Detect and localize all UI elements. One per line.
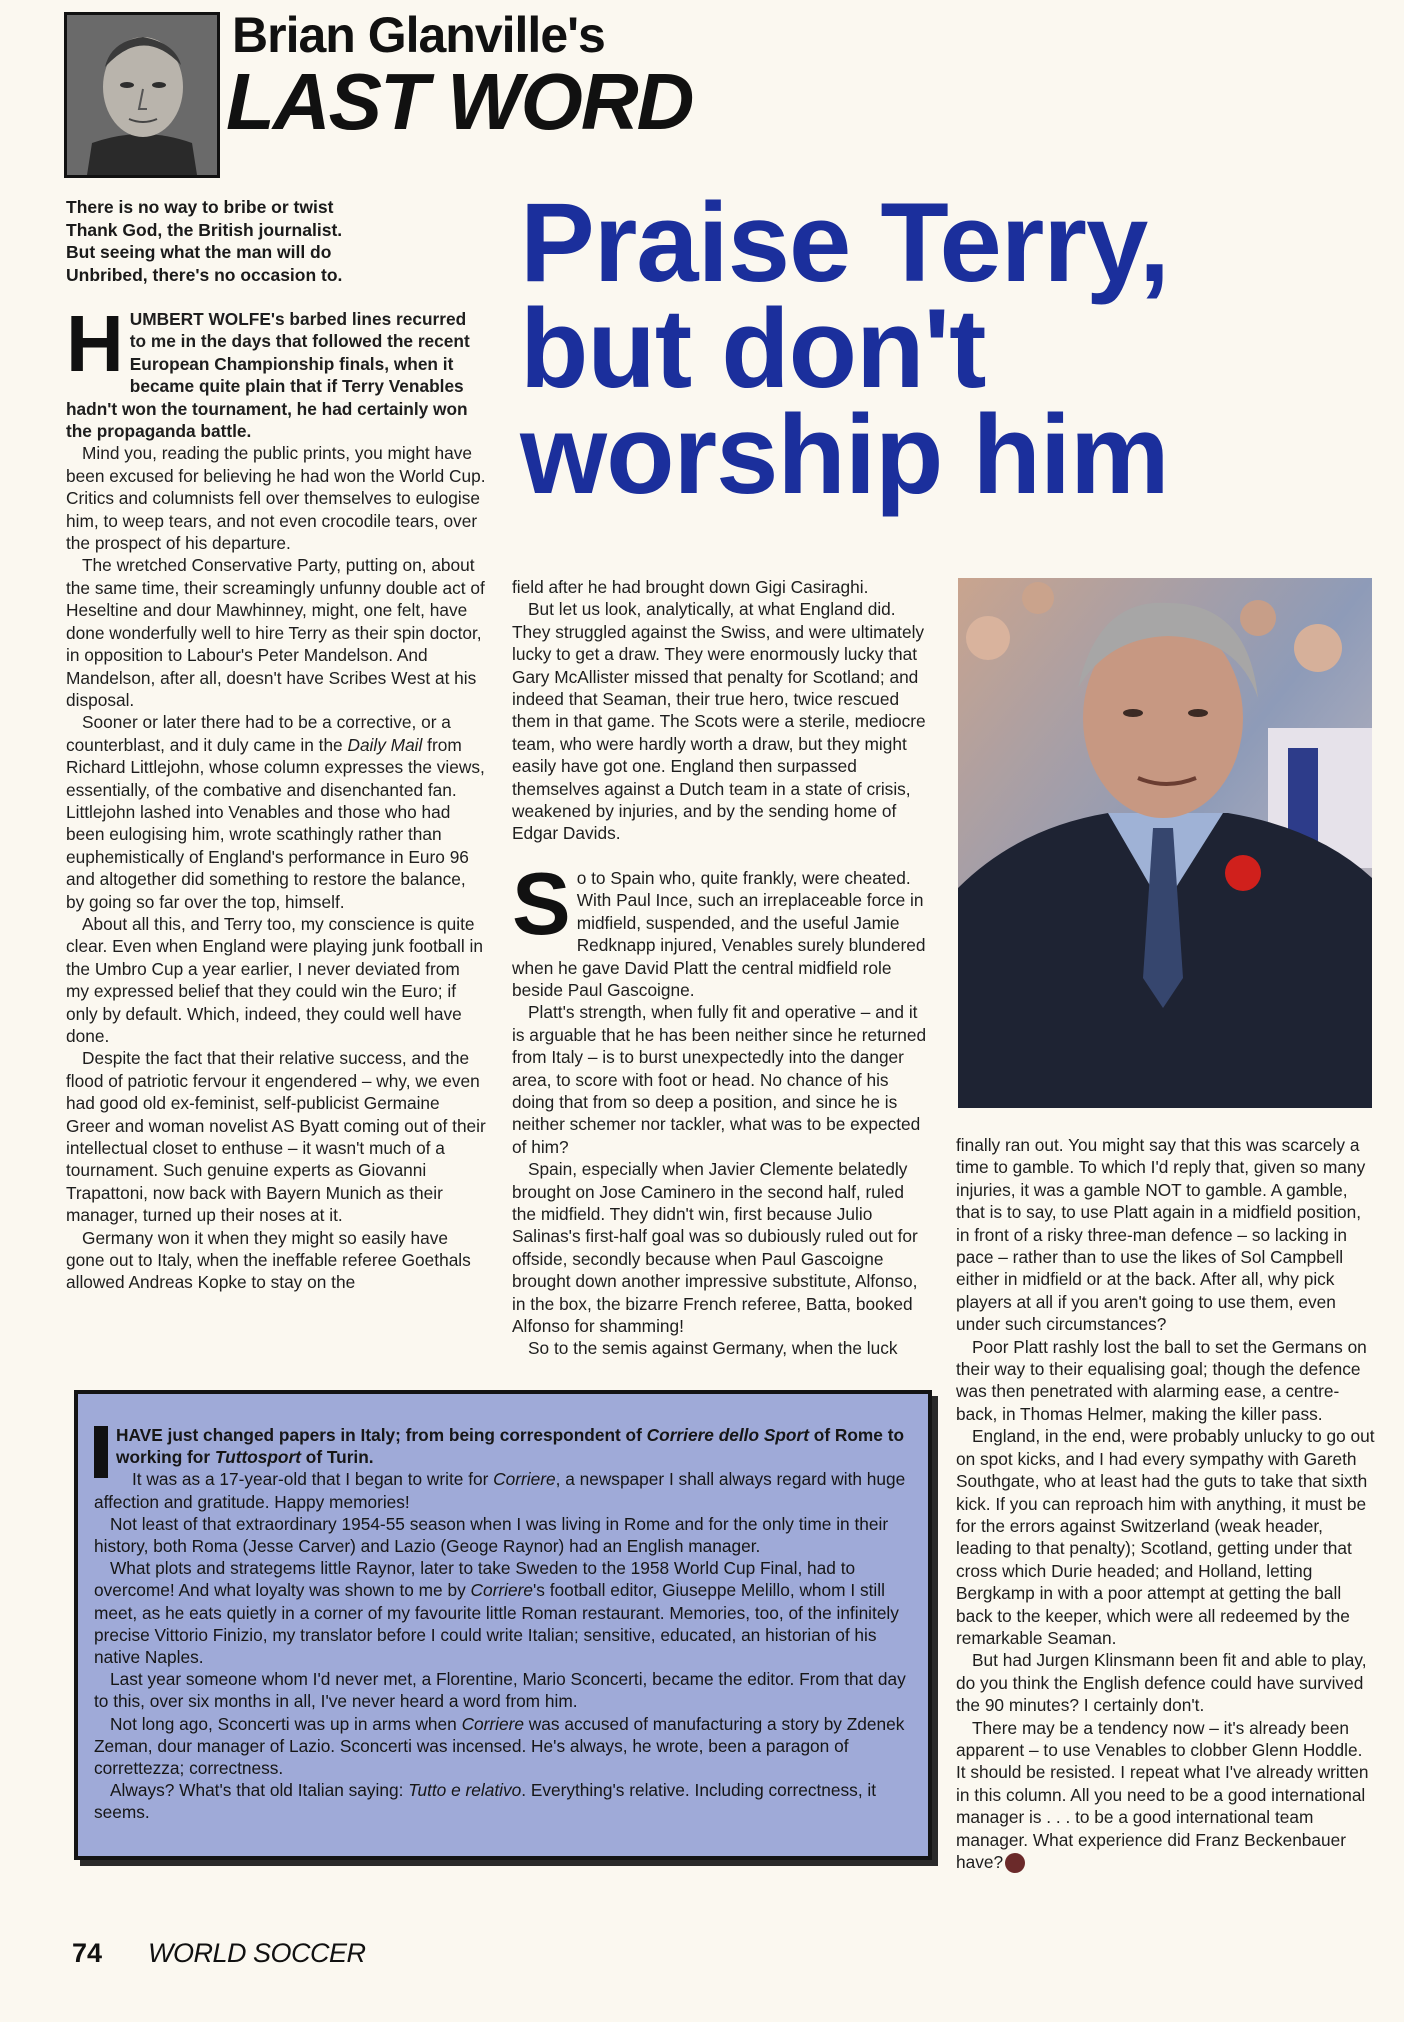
headline-line: worship him <box>520 392 1169 517</box>
paragraph: Despite the fact that their relative success, and the flood of patriotic fervour it engendered – why, we even had good old ex-feminist, self-publicist Germaine Greer and woman novelist AS Byatt coming out of their intellectual closet to enthuse – it wasn't much of a tournament. Such genuine experts as Giovanni Trapattoni, now back with Bayern Munich as their manager, turned up their noses at it. <box>66 1048 486 1226</box>
paragraph: Sooner or later there had to be a corrective, or a counterblast, and it duly came in the Daily Mail from Richard Littlejohn, whose column expresses the views, essentially, of the combative and disenchanted fan. Littlejohn lashed into Venables and those who had been eulogising him, wrote scathingly rather than euphemistically of England's performance in Euro 96 and altogether did something to restore the balance, by going so far over the top, himself. <box>66 712 485 912</box>
column-title: LAST WORD <box>226 57 693 146</box>
paragraph: So to Spain who, quite frankly, were cheated. With Paul Ince, such an irreplaceable force in midfield, suspended, and the useful Jamie Redknapp injured, Venables surely blundered when he gave David Platt the central midfield role beside Paul Gascoigne. <box>512 853 926 1000</box>
sidebar-box <box>74 1390 932 1860</box>
epigraph-line: Unbribed, there's no occasion to. <box>66 264 343 285</box>
paragraph: Platt's strength, when fully fit and operative – and it is arguable that he has been neither since he returned from Italy – is to burst unexpectedly into the danger area, to score with foot or head. No chance of his doing that from so deep a position, and since he is neither schemer nor tackler, what was to be expected of him? <box>512 1002 927 1157</box>
sidebar-paragraph: What plots and strategems little Raynor, later to take Sweden to the 1958 World Cup Final, had to overcome! And what loyalty was shown to me by Corriere's football editor, Giuseppe Melillo, whom I still meet, as he eats quietly in a corner of my favourite little Roman restaurant. Memories, too, of the infinitely precise Vittorio Finizio, my translator before I could write Italian; sensitive, educated, an historian of his native Naples. <box>94 1558 899 1668</box>
paragraph: But had Jurgen Klinsmann been fit and able to play, do you think the English defence could have survived the 90 minutes? I certainly don't. <box>956 1650 1367 1716</box>
headline-line: but don't <box>520 286 986 411</box>
magazine-name: WORLD SOCCER <box>148 1938 366 1968</box>
headline <box>520 180 1360 517</box>
lead-paragraph <box>66 299 486 442</box>
paragraph: About all this, and Terry too, my conscience is quite clear. Even when England were playing junk football in the Umbro Cup a year earlier, I never deviated from my expressed belief that they could win the Euro; if only by default. Which, indeed, they could well have done. <box>66 913 483 1046</box>
lead-text: UMBERT WOLFE's barbed lines recurred to me in the days that followed the recent European Championship finals, when it became quite plain that if Terry Venables hadn't won the tournament, he had certainly won the propaganda battle. <box>66 309 470 442</box>
sidebar-paragraph: Always? What's that old Italian saying: Tutto e relativo. Everything's relative. Including correctness, it seems. <box>94 1780 877 1823</box>
portrait-photo <box>67 15 217 175</box>
page-number: 74 <box>72 1938 103 1968</box>
article-column-1 <box>66 299 486 1294</box>
photo-image <box>958 578 1372 1108</box>
column-author: Brian Glanville's <box>232 7 605 63</box>
sidebar-paragraph: Last year someone whom I'd never met, a Florentine, Mario Sconcerti, became the editor. From that day to this, over six months in all, I've never heard a word from him. <box>94 1669 906 1712</box>
drop-cap: H <box>66 299 124 388</box>
sidebar-paragraph: It was as a 17-year-old that I began to write for Corriere, a newspaper I shall always regard with huge affection and gratitude. Happy memories! <box>94 1469 906 1512</box>
author-portrait <box>64 12 220 178</box>
drop-cap: S <box>512 853 571 953</box>
epigraph-line: Thank God, the British journalist. <box>66 219 343 240</box>
epigraph <box>66 196 426 286</box>
end-mark-icon <box>1005 1853 1025 1873</box>
article-column-2 <box>512 576 930 1360</box>
sidebar-text <box>94 1424 910 1824</box>
paragraph: Mind you, reading the public prints, you might have been excused for believing he had won the World Cup. Critics and columnists fell over themselves to eulogise him, to weep tears, and not even crocodile tears, over the prospect of his departure. <box>66 443 486 554</box>
paragraph: The wretched Conservative Party, putting on, about the same time, their screamingly unfunny double act of Heseltine and dour Mawhinney, might, one felt, have done wonderfully well to hire Terry as their spin doctor, in opposition to Labour's Peter Mandelson. And Mandelson, after all, doesn't have Scribes West at his disposal. <box>66 555 485 710</box>
epigraph-line: But seeing what the man will do <box>66 242 332 262</box>
drop-cap-bar <box>94 1426 108 1478</box>
paragraph: But let us look, analytically, at what England did. They struggled against the Swiss, and were ultimately lucky to get a draw. They were enormously lucky that Gary McAllister missed that penalty for Scotland; and indeed that Seaman, their true hero, twice rescued them in that game. The Scots were a sterile, mediocre team, who were hardly worth a draw, but they might easily have got one. England then surpassed themselves against a Dutch team in a state of crisis, weakened by injuries, and by the sending home of Edgar Davids. <box>512 599 926 844</box>
article-column-3 <box>956 1134 1376 1873</box>
sidebar-paragraph: Not least of that extraordinary 1954-55 season when I was living in Rome and for the only time in their history, both Roma (Jesse Carver) and Lazio (Geoge Raynor) had an English manager. <box>94 1513 889 1557</box>
sidebar-paragraph: Not long ago, Sconcerti was up in arms when Corriere was accused of manufacturing a story by Zdenek Zeman, dour manager of Lazio. Sconcerti was incensed. He's always, he wrote, been a paragon of correttezza; correctness. <box>94 1713 905 1779</box>
paragraph: Poor Platt rashly lost the ball to set the Germans on their way to their equalising goal; though the defence was then penetrated with alarming ease, a centre-back, in Thomas Helmer, making the killer pass. <box>956 1336 1367 1424</box>
venables-photo <box>958 578 1372 1108</box>
paragraph: field after he had brought down Gigi Casiraghi. <box>512 577 869 597</box>
paragraph: Germany won it when they might so easily have gone out to Italy, when the ineffable referee Goethals allowed Andreas Kopke to stay on the <box>66 1227 471 1293</box>
epigraph-line: There is no way to bribe or twist <box>66 197 334 217</box>
paragraph: finally ran out. You might say that this was scarcely a time to gamble. To which I'd reply that, given so many injuries, it was a gamble NOT to gamble. A gamble, that is to say, to use Platt again in a midfield position, in front of a risky three-man defence – so lacking in pace – rather than to use the likes of Sol Campbell either in midfield or at the back. After all, why pick players at all if you aren't going to use them, even under such circumstances? <box>956 1135 1366 1335</box>
paragraph: So to the semis against Germany, when the luck <box>528 1338 898 1359</box>
sidebar-lead: HAVE just changed papers in Italy; from being correspondent of Corriere dello Sport of Rome to working for Tuttosport of Turin. <box>94 1424 910 1468</box>
headline-line: Praise Terry, <box>520 180 1170 305</box>
publication-name: Daily Mail <box>347 734 423 755</box>
paragraph: England, in the end, were probably unlucky to go out on spot kicks, and I had every sympathy with Gareth Southgate, who at least had the guts to take that sixth kick. If you can reproach him with anything, it must be for the errors against Switzerland (weak header, leading to that penalty); Scotland, getting under that cross which Durie headed; and Holland, letting Bergkamp in with a poor attempt at getting the ball back to the keeper, which were all redeemed by the remarkable Seaman. <box>956 1426 1375 1648</box>
paragraph: There may be a tendency now – it's already been apparent – to use Venables to clobber Glenn Hoddle. It should be resisted. I repeat what I've already written in this column. All you need to be a good international manager is . . . to be a good international team manager. What experience did Franz Beckenbauer have? <box>956 1717 1369 1872</box>
paragraph: Spain, especially when Javier Clemente belatedly brought on Jose Caminero in the second half, ruled the midfield. They didn't win, first because Julio Salinas's first-half goal was so dubiously ruled out for offside, secondly because when Paul Gascoigne brought down another impressive substitute, Alfonso, in the box, the bizarre French referee, Batta, booked Alfonso for shamming! <box>512 1159 918 1336</box>
